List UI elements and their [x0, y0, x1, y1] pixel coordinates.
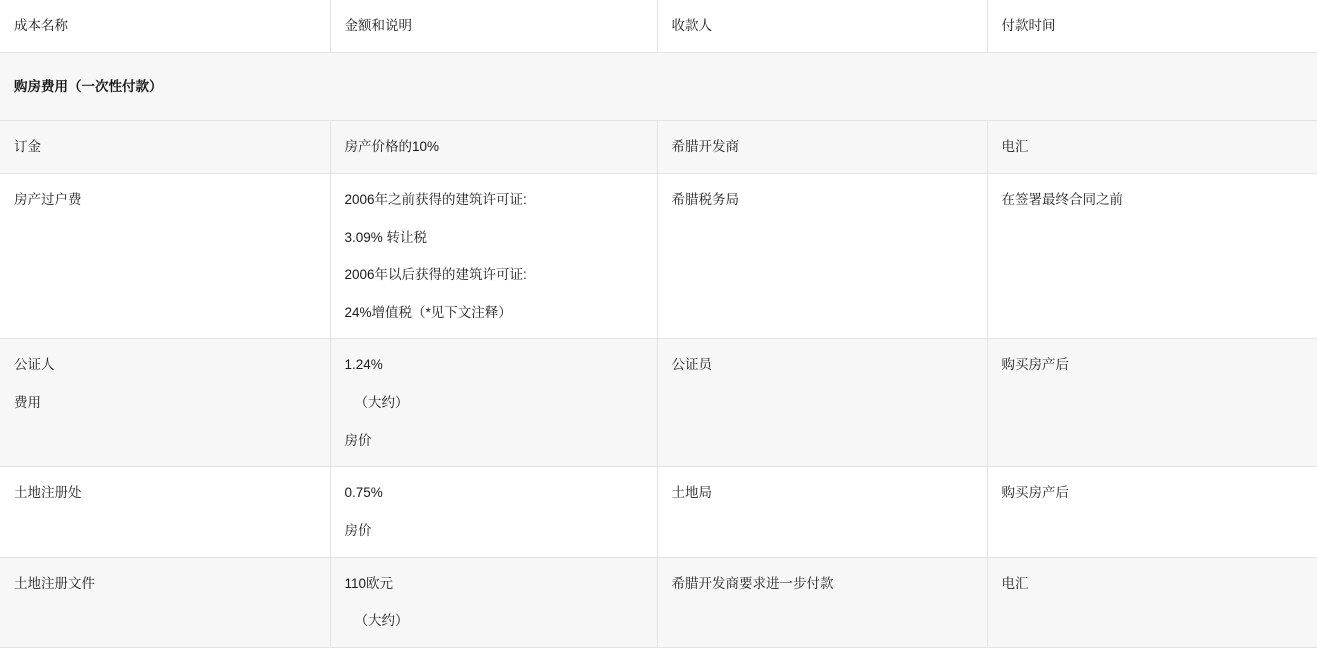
- table-row: [0, 557, 1317, 647]
- cell-amount-line: 110欧元: [344, 575, 394, 591]
- cell-cost-name-line: 土地注册文件: [14, 575, 95, 591]
- cell-cost-name: [0, 557, 330, 647]
- cell-cost-name-line: 费用: [14, 395, 41, 410]
- cell-cost-name-line: 房产过户费: [14, 191, 82, 207]
- cell-payment-time-content: [1002, 353, 1304, 377]
- cell-payee: [657, 339, 987, 467]
- cell-payee-content: [672, 353, 973, 377]
- cell-payment-time-line: 电汇: [1001, 575, 1029, 591]
- cell-amount-line: 房价: [344, 432, 372, 448]
- section-header-label: 购房费用（一次性付款）: [0, 52, 1317, 121]
- cell-cost-name: [0, 467, 330, 557]
- cell-payment-time: [987, 339, 1317, 467]
- table-row: [0, 339, 1317, 467]
- cell-amount: [330, 557, 657, 647]
- cell-cost-name: [0, 173, 330, 339]
- cell-payment-time-line: 电汇: [1001, 139, 1029, 155]
- cell-payee-content: [672, 188, 973, 212]
- column-header-payment-time: 付款时间: [987, 0, 1317, 52]
- table-row: [0, 467, 1317, 557]
- cell-amount-line: 房产价格的10%: [344, 139, 440, 155]
- cell-amount-line: 2006年之前获得的建筑许可证:: [344, 191, 527, 207]
- table-header-row: [0, 0, 1317, 52]
- cell-cost-name-content: [14, 188, 316, 212]
- cell-payment-time-content: [1002, 481, 1304, 505]
- cell-amount-line: 房价: [344, 522, 372, 538]
- cell-amount: [330, 339, 657, 467]
- cell-payee-line: 公证员: [671, 357, 712, 373]
- cell-cost-name-content: [14, 481, 316, 505]
- cell-amount-content: [345, 135, 643, 159]
- cell-payment-time-line: 在签署最终合同之前: [1001, 191, 1123, 207]
- cell-payee-content: [672, 135, 973, 159]
- cell-payment-time: [987, 121, 1317, 174]
- cell-cost-name-content: [14, 353, 316, 414]
- cell-amount-line: （大约）: [354, 613, 409, 629]
- cell-payee: [657, 121, 987, 174]
- cell-cost-name-line: 公证人: [14, 357, 55, 373]
- cell-amount-line: 2006年以后获得的建筑许可证:: [344, 267, 527, 283]
- cell-amount-line: 3.09% 转让税: [344, 229, 428, 245]
- cell-amount-line: 24%增值税（*见下文注释）: [344, 304, 512, 320]
- cell-payee-line: 希腊税务局: [671, 191, 739, 207]
- cell-cost-name-content: [14, 135, 316, 159]
- cell-amount-line: 1.24%: [344, 357, 383, 373]
- column-header-payee: 收款人: [657, 0, 987, 52]
- cell-amount-line: 0.75%: [344, 485, 383, 501]
- column-header-amount: 金额和说明: [330, 0, 657, 52]
- cell-amount-line: （大约）: [354, 395, 409, 410]
- cell-payment-time-line: 购买房产后: [1001, 485, 1069, 501]
- table-header: [0, 0, 1317, 52]
- cell-amount-content: [345, 572, 643, 633]
- table-row: [0, 173, 1317, 339]
- cell-payee: [657, 557, 987, 647]
- cell-cost-name: [0, 121, 330, 174]
- cell-payee-content: [672, 481, 973, 505]
- cell-payee-content: [672, 572, 973, 596]
- cell-payee-line: 希腊开发商: [671, 139, 739, 155]
- table-body: [0, 52, 1317, 647]
- cell-amount: [330, 173, 657, 339]
- cell-payment-time-line: 购买房产后: [1001, 357, 1069, 373]
- cell-amount-content: [345, 188, 643, 325]
- section-header-row: [0, 52, 1317, 121]
- cell-payment-time: [987, 557, 1317, 647]
- cell-payment-time-content: [1002, 188, 1304, 212]
- cell-payee: [657, 467, 987, 557]
- cell-cost-name-line: 土地注册处: [14, 485, 82, 501]
- cell-payment-time: [987, 467, 1317, 557]
- cell-payee-line: 希腊开发商要求进一步付款: [671, 575, 834, 591]
- cell-cost-name-line: 订金: [14, 139, 41, 155]
- cell-payment-time-content: [1002, 135, 1304, 159]
- cell-cost-name-content: [14, 572, 316, 596]
- cell-amount-content: [345, 481, 643, 542]
- cell-cost-name: [0, 339, 330, 467]
- cell-amount: [330, 121, 657, 174]
- column-header-cost-name: 成本名称: [0, 0, 330, 52]
- cell-payee: [657, 173, 987, 339]
- cell-payee-line: 土地局: [671, 485, 712, 501]
- cell-payment-time-content: [1002, 572, 1304, 596]
- table-row: [0, 121, 1317, 174]
- cell-amount-content: [345, 353, 643, 452]
- cell-amount: [330, 467, 657, 557]
- cell-payment-time: [987, 173, 1317, 339]
